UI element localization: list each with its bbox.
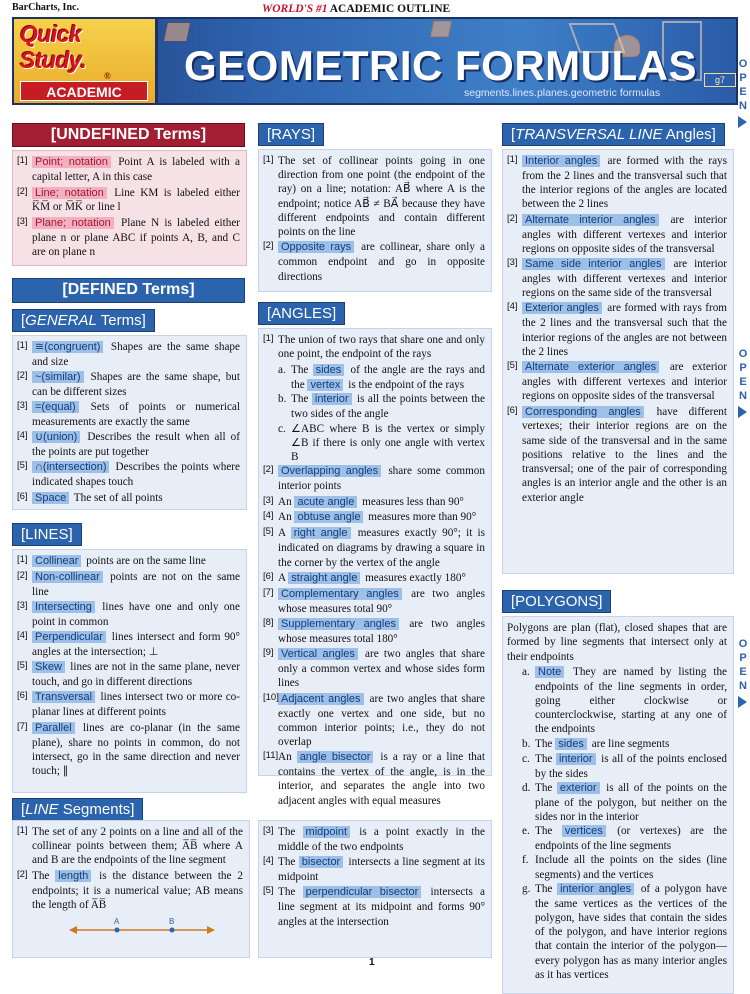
sub-text: is all the points between the two sides of the angle: [291, 393, 485, 421]
item-text: share some common interior points: [278, 465, 485, 493]
item-number: [1]: [17, 553, 28, 565]
sub-item: [263, 392, 485, 421]
item-number: [2]: [17, 369, 28, 381]
item-number: [5]: [507, 360, 518, 372]
term-label: Point; notation: [32, 156, 111, 168]
item-text: lines are not in the same plane, never touch, and go in different directions: [32, 661, 240, 689]
list-item: [17, 660, 240, 689]
term-label: Plane; notation: [32, 217, 114, 229]
page-number: 1: [369, 957, 375, 968]
item-number: [2]: [263, 240, 274, 252]
term-label: interior angles: [557, 883, 634, 895]
item-prefix: A: [278, 527, 291, 540]
term-label: Alternate exterior angles: [522, 361, 659, 373]
open-letter: N: [739, 390, 747, 402]
item-text: are collinear, share only a common endpoint and go in opposite directions: [278, 241, 485, 283]
open-letter: O: [738, 638, 748, 650]
page-subtitle: segments.lines.planes.geometric formulas: [464, 87, 661, 99]
item-number: [6]: [507, 404, 518, 416]
item-number: [2]: [17, 868, 28, 880]
item-text: points are on the same line: [83, 554, 206, 567]
list-item: [17, 721, 240, 779]
item-text: Shapes are the same shape, but can be different sizes: [32, 370, 240, 398]
sub-text: (or vertexes) are the endpoints of the line segments: [535, 825, 727, 853]
sub-item: [507, 665, 727, 737]
term-label: Corresponding angles: [522, 406, 644, 418]
term-label: Opposite rays: [278, 241, 354, 253]
term-label: midpoint: [303, 826, 351, 838]
tagline: WORLD'S #1 ACADEMIC OUTLINE: [262, 3, 451, 15]
sub-item: [507, 737, 727, 752]
item-text: are exterior angles with different vertexes and interior regions on opposite sides of the transversal: [522, 361, 727, 403]
item-prefix: The: [278, 826, 303, 838]
item-number: [3]: [17, 400, 28, 412]
item-text: measures exactly 180°: [362, 571, 466, 584]
item-text: Describes the result when all of the points are put together: [32, 431, 240, 459]
item-text: Describes the points where indicated shapes touch: [32, 461, 240, 489]
term-label: interior: [556, 753, 596, 765]
transversal-heading: [TRANSVERSAL LINE Angles]: [502, 123, 725, 146]
list-item: [263, 587, 485, 616]
item-number: [3]: [263, 825, 274, 836]
open-side-tab: [736, 58, 750, 938]
list-item: [263, 617, 485, 646]
open-letter: E: [739, 376, 747, 388]
segment-figure: [67, 917, 217, 939]
item-number: [1]: [507, 154, 518, 166]
term-label: vertices: [562, 825, 606, 837]
item-text: intersects a line segment at its midpoint: [278, 856, 485, 884]
item-text: is a ray or a line that contains the vertex of the angle, is in the interior, and separates the angle into two adjacent angles with equal measures: [278, 751, 485, 807]
item-prefix: An: [278, 511, 295, 524]
list-item: [263, 825, 485, 854]
term-label: sides: [313, 364, 345, 376]
lines-heading: [LINES]: [12, 523, 82, 546]
term-label: right angle: [291, 527, 351, 539]
sub-prefix: The: [535, 825, 562, 838]
item-number: [1]: [263, 154, 274, 166]
term-label: Intersecting: [32, 601, 95, 613]
line-segments-box-left: [12, 820, 250, 958]
lines-box: [12, 549, 247, 793]
list-item: [17, 600, 240, 629]
list-item: [507, 405, 727, 505]
term-label: Parallel: [32, 722, 75, 734]
term-label: Skew: [32, 661, 65, 673]
sub-prefix: The: [535, 781, 557, 794]
item-text: are formed with rays from the 2 lines and the transversal such that the interior regions of the angles are not between the 2 lines: [522, 302, 727, 358]
sub-text: Include all the points on the sides (line segments) and the vertices: [535, 854, 727, 881]
item-number: [10]: [263, 691, 279, 703]
list-item: [17, 491, 240, 506]
term-label: angle bisector: [297, 751, 374, 763]
term-label: ≅(congruent): [32, 341, 103, 353]
transversal-box: [502, 149, 734, 574]
list-item: [263, 647, 485, 690]
item-number: [2]: [507, 212, 518, 224]
item-number: [1]: [17, 825, 28, 836]
list-item: [17, 370, 240, 399]
sub-text: are line segments: [588, 737, 670, 750]
quick-study-logo: Quick Study. ® ACADEMIC: [14, 19, 158, 105]
item-prefix: An: [278, 495, 295, 508]
left-column: [12, 123, 247, 793]
header-banner: [12, 17, 738, 105]
term-label: Interior angles: [522, 155, 600, 167]
item-text: are two angles whose measures total 180°: [278, 618, 485, 645]
item-text: is a point exactly in the middle of the two endpoints: [278, 826, 485, 853]
rays-box: [258, 149, 492, 292]
term-label: Non-collinear: [32, 571, 103, 583]
open-arrow-icon[interactable]: [738, 406, 747, 418]
list-item: [17, 400, 240, 429]
list-item: [263, 526, 485, 569]
item-text: Point A is labeled with a capital letter, A in this case: [32, 156, 240, 184]
sub-text: is all of the points enclosed by the sides: [535, 752, 727, 780]
item-number: [2]: [17, 185, 28, 197]
term-label: Note: [535, 666, 564, 678]
term-label: sides: [555, 738, 587, 750]
item-number: [4]: [507, 301, 518, 313]
item-prefix: The: [278, 856, 299, 869]
list-item: [263, 464, 485, 493]
open-letter: E: [739, 666, 747, 678]
term-label: Same side interior angles: [522, 258, 665, 270]
item-number: [4]: [17, 630, 28, 642]
list-item: [263, 510, 485, 525]
sub-letter: f.: [522, 854, 529, 867]
item-text: measures more than 90°: [365, 511, 477, 524]
list-item: [263, 885, 485, 928]
item-number: [11]: [263, 750, 279, 762]
list-item: [263, 750, 485, 808]
item-text: lines intersect two or more co-planar lines at different points: [32, 691, 240, 719]
item-number: [9]: [263, 647, 274, 659]
list-item: [507, 213, 727, 256]
item-number: [7]: [263, 586, 274, 598]
term-label: straight angle: [288, 572, 360, 584]
publisher-label: BarCharts, Inc.: [12, 2, 79, 13]
term-label: ∪(union): [32, 431, 80, 443]
term-label: ∩(intersection): [32, 461, 109, 473]
term-label: Transversal: [32, 691, 95, 703]
angles-box: [1] The union of two rays that share one and only one point, the endpoint of the rays a. The sides of the angle are the rays and the vertex is the endpoint of the rays b. The interior is all the points between the two sides of the angle c. ∠ABC where B is the vertex or simply ∠B if there is only one angle with vertex B [2] Overlapping angles share some common interior points [3] An acute angle measures less than 90° [4] An obtuse angle measures more than 90° [5] A right angle measures exactly 90°; it is indicated on diagrams by drawing a square in the corner by the vertex of the angle [6] A straight angle measures exactly 180° [7] Complementary angles are two angles whose measures total 90° [8] Supplementary angles are two angles whose measures total 180° [9] Vertical angles are two angles that share only a common vertex and whose sides form lines [10] Adjacent angles are two angles that share exactly one vertex and one side, but no common interior points; i.e., they do not overlap [11] An angle bisector is a ray or a line that contains the vertex of the angle, is in the interior, and separates the angle into two adjacent angles with equal measures: [258, 328, 492, 776]
list-item: [17, 630, 240, 659]
item-text: Line KM is labeled either K̅M̅ or M̅K̅ or line l: [32, 186, 240, 214]
sub-item: [507, 853, 727, 881]
point-b: [170, 928, 175, 933]
term-label: Alternate interior angles: [522, 214, 659, 226]
item-number: [3]: [17, 215, 28, 227]
term-label: acute angle: [294, 496, 357, 508]
term-label: interior: [312, 393, 352, 405]
item-prefix: A: [278, 571, 289, 584]
term-label: Collinear: [32, 555, 81, 567]
sub-item: [507, 882, 727, 982]
rays-heading: [RAYS]: [258, 123, 324, 146]
middle-column: [258, 123, 492, 807]
item-text: have different vertexes; their interior regions are on the same side of the transversal and in the same positions relative to the lines and the transversal; one of the pair of corresponding angles is an interior angle and the other is an exterior angle: [522, 405, 727, 504]
list-item: [507, 154, 727, 212]
polygons-definition: Polygons are plan (flat), closed shapes that are formed by line segments that intersect only at their endpoints: [507, 622, 727, 663]
polygons-box: [502, 616, 734, 994]
item-prefix: The: [278, 886, 303, 899]
list-item: [263, 495, 485, 510]
list-item: [507, 257, 727, 300]
list-item: [17, 570, 240, 599]
header-badge: g7: [704, 73, 736, 87]
term-label: Space: [32, 492, 69, 504]
list-item: [507, 360, 727, 403]
open-letter: O: [738, 58, 748, 70]
item-number: [1]: [17, 155, 28, 167]
term-label: Perpendicular: [32, 631, 106, 643]
sub-text: is all of the points on the plane of the polygon, but neither on the sides nor in the interior: [535, 781, 727, 823]
term-label: Overlapping angles: [278, 465, 381, 477]
item-text: are two angles that share only a common vertex and whose sides form lines: [278, 648, 485, 690]
item-text: The set of all points: [71, 491, 163, 504]
point-a: [115, 928, 120, 933]
sub-item: [507, 824, 727, 853]
open-letter: P: [739, 72, 747, 84]
list-item: [17, 690, 240, 719]
list-item: [263, 855, 485, 884]
open-arrow-icon[interactable]: [738, 116, 747, 128]
item-number: [7]: [17, 720, 28, 732]
right-column: [502, 123, 734, 994]
term-label: obtuse angle: [294, 511, 363, 523]
item-number: [6]: [263, 570, 274, 582]
item-text: measures exactly 90°; it is indicated on diagrams by drawing a square in the corner by the vertex of the angle: [278, 527, 486, 569]
item-number: [3]: [507, 257, 518, 269]
item-number: [5]: [263, 885, 274, 897]
open-arrow-icon[interactable]: [738, 696, 747, 708]
term-label: Line; notation: [32, 187, 107, 199]
sub-item: [507, 752, 727, 781]
term-label: perpendicular bisector: [303, 886, 422, 898]
list-item: [263, 692, 485, 750]
list-item: [507, 301, 727, 359]
sub-item: [263, 422, 485, 465]
sub-text: of the angle are the rays and the: [291, 363, 485, 391]
item-number: [5]: [17, 660, 28, 672]
point-a-label: A: [114, 917, 120, 927]
term-label: Vertical angles: [278, 648, 358, 660]
term-label: Complementary angles: [278, 588, 402, 600]
angles-definition: The union of two rays that share one and only one point, the endpoint of the rays: [278, 334, 485, 361]
angles-heading: [ANGLES]: [258, 302, 345, 325]
sub-text: of a polygon have the same vertices as the vertices of the polygon, have sides that contain the sides of the polygon, and have interior regions that contain the interior of the polygon—every polygon has as many interior angles as it has vertices: [535, 882, 727, 981]
list-item: [17, 186, 240, 215]
item-text: The set of any 2 points on a line and all of the collinear points between them; A̅B̅ where A and B are the endpoints of the line segment: [32, 826, 243, 867]
open-letter: P: [739, 652, 747, 664]
defined-terms-heading: [DEFINED Terms]: [12, 278, 245, 302]
item-text: are interior angles with different vertexes and interior regions on opposite sides of the transversal: [522, 213, 727, 255]
term-label: bisector: [299, 856, 344, 868]
item-number: [6]: [17, 490, 28, 502]
item-text: lines are co-planar (in the same plane), share no points in common, do not intersect, go in the same direction and never touch; ∥: [32, 721, 240, 778]
sub-letter: b.: [278, 393, 287, 406]
open-letter: P: [739, 362, 747, 374]
list-item: [17, 460, 240, 489]
sub-letter: c.: [278, 422, 286, 435]
term-label: ~(similar): [32, 371, 84, 383]
item-text: intersects a line segment at its midpoint and forms 90° angles at the intersection: [278, 886, 485, 928]
sub-letter: a.: [522, 665, 530, 678]
sub-letter: a.: [278, 363, 286, 376]
list-item: [17, 825, 243, 868]
list-item: [17, 869, 243, 912]
polygons-heading: [POLYGONS]: [502, 590, 611, 613]
item-text: Shapes are the same shape and size: [32, 340, 240, 368]
item-number: [5]: [17, 460, 28, 472]
sub-text: They are named by listing the endpoints of the line segments in order, going either clockwise or counterclockwise, starting at any one of the endpoints: [535, 665, 727, 736]
item-text: lines have one and only one point in common: [32, 600, 240, 628]
item-number: [1]: [17, 339, 28, 351]
undefined-terms-box: [12, 150, 247, 266]
item-text: Sets of points or numerical measurements are exactly the same: [32, 401, 240, 429]
item-text: measures less than 90°: [359, 495, 464, 508]
item-text: The set of collinear points going in one direction from one point (the endpoint of the ray) on a line; notation: AB⃗ where A is the endpoint; notice AB⃗ ≠ BA⃗ because they have different endpoints and contain different points on the line: [278, 155, 485, 239]
item-text: are two angles whose measures total 90°: [278, 587, 485, 615]
list-item: [263, 571, 485, 586]
open-letter: E: [739, 86, 747, 98]
sub-letter: g.: [522, 882, 531, 895]
open-letter: N: [739, 680, 747, 692]
point-b-label: B: [169, 917, 175, 927]
general-terms-box: [12, 335, 247, 510]
term-label: Exterior angles: [522, 302, 602, 314]
item-number: [3]: [17, 599, 28, 611]
list-item: [17, 430, 240, 459]
sub-letter: d.: [522, 781, 531, 794]
sub-prefix: The: [535, 737, 556, 750]
sub-item: [507, 781, 727, 824]
item-text: is the distance between the 2 endpoints; it is a numerical value; AB means the length of A̅B̅: [32, 869, 243, 911]
term-label: =(equal): [32, 401, 79, 413]
general-terms-heading: [GENERAL Terms]: [12, 309, 155, 332]
item-number: [6]: [17, 690, 28, 702]
list-item: [263, 154, 485, 239]
sub-prefix: The: [291, 363, 313, 376]
term-label: vertex: [307, 379, 343, 391]
item-text: are formed with the rays from the 2 lines and the transversal such that the interior regions of the angles are located between the 2 lines: [522, 155, 727, 211]
list-item: [17, 216, 240, 259]
item-number: [2]: [263, 464, 274, 476]
item-number: [4]: [17, 430, 28, 442]
item-text: are interior angles with different vertexes and interior regions on the same side of the transversal: [522, 258, 728, 300]
item-prefix: An: [278, 751, 297, 764]
sub-item: [263, 363, 485, 393]
line-segments-heading: [LINE Segments]: [12, 798, 143, 821]
item-number: [8]: [263, 617, 274, 628]
sub-text: ∠ABC where B is the vertex or simply ∠B if there is only one angle with vertex B: [291, 422, 485, 464]
list-item: [263, 240, 485, 283]
term-label: Adjacent angles: [278, 693, 364, 705]
list-item: [17, 155, 240, 184]
sub-letter: e.: [522, 825, 530, 838]
sub-prefix: The: [535, 882, 558, 895]
item-text: lines intersect and form 90° angles at the intersection; ⊥: [32, 631, 240, 659]
term-label: length: [55, 870, 91, 882]
term-label: exterior: [557, 782, 600, 794]
item-number: [4]: [263, 510, 274, 522]
item-number: [3]: [263, 494, 274, 506]
item-text: Plane N is labeled either plane n or plane ABC if points A, B, and C are on plane n: [32, 216, 241, 258]
item-number: [2]: [17, 569, 28, 581]
sub-text: is the endpoint of the rays: [345, 378, 465, 391]
line-segments-box-right: [258, 820, 492, 958]
sub-letter: c.: [522, 752, 530, 765]
item-text: points are not on the same line: [32, 570, 240, 598]
list-item: [17, 340, 240, 369]
item-text: are two angles that share exactly one vertex and one side, but no common interior points; i.e., they do not overlap: [278, 692, 485, 748]
item-number: [5]: [263, 526, 274, 538]
sub-prefix: The: [535, 752, 556, 765]
undefined-terms-heading: [UNDEFINED Terms]: [12, 123, 245, 147]
list-item: [17, 554, 240, 569]
term-label: Supplementary angles: [278, 618, 399, 630]
open-letter: N: [739, 100, 747, 112]
open-letter: O: [738, 348, 748, 360]
page-title: GEOMETRIC FORMULAS: [184, 42, 697, 89]
item-number: [4]: [263, 855, 274, 867]
sub-prefix: The: [291, 393, 312, 406]
item-prefix: The: [32, 869, 56, 882]
sub-letter: b.: [522, 737, 531, 750]
